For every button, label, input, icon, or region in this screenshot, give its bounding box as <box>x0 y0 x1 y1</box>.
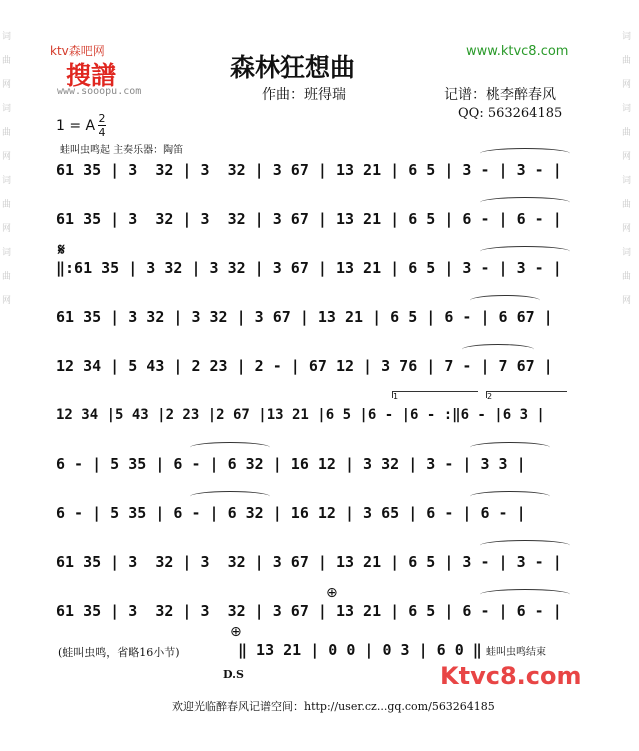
tie-arc <box>480 148 570 159</box>
score-line-4: 61 35 | 3 32 | 3 32 | 3 67 | 13 21 | 6 5 | 6 - | 6 67 | <box>56 308 553 326</box>
score-line-1: 61 35 | 3 32 | 3 32 | 3 67 | 13 21 | 6 5 | 3 - | 3 - | <box>56 161 562 179</box>
time-sig-bottom: 4 <box>98 126 106 139</box>
tie-arc <box>462 344 534 355</box>
skip-instruction: (蛙叫虫鸣，省略16小节) <box>58 646 180 659</box>
logo-url[interactable]: www.sooopu.com <box>57 86 142 97</box>
tie-arc <box>470 491 550 502</box>
side-watermark-left: 词 曲 网 词 曲 网 词 曲 网 词 曲 网 <box>2 32 12 306</box>
score-line-6: 12 34 |5 43 |2 23 |2 67 |13 21 |6 5 |6 - |6 - :‖6 - |6 3 | <box>56 407 545 423</box>
score-line-9: 61 35 | 3 32 | 3 32 | 3 67 | 13 21 | 6 5 | 3 - | 3 - | <box>56 553 562 571</box>
composer-credit: 作曲：班得瑞 <box>262 87 346 103</box>
tie-arc <box>470 295 540 306</box>
tie-arc <box>190 491 270 502</box>
qq-contact: QQ: 563264185 <box>458 106 563 121</box>
score-line-2: 61 35 | 3 32 | 3 32 | 3 67 | 13 21 | 6 5 | 6 - | 6 - | <box>56 210 562 228</box>
volta-bracket-2: 2 <box>486 391 567 398</box>
score-line-10: 61 35 | 3 32 | 3 32 | 3 67 | 13 21 | 6 5 | 6 - | 6 - | <box>56 602 562 620</box>
tie-arc <box>480 246 570 257</box>
tie-arc <box>480 540 570 551</box>
score-line-8: 6 - | 5 35 | 6 - | 6 32 | 16 12 | 3 65 | 6 - | 6 - | <box>56 504 526 522</box>
side-watermark-right: 词 曲 网 词 曲 网 词 曲 网 词 曲 网 <box>622 32 632 306</box>
transcriber-credit: 记谱：桃李醉春风 <box>444 87 556 103</box>
logo-text: 搜譜 <box>66 61 117 90</box>
tie-arc <box>480 589 570 600</box>
tie-arc <box>190 442 270 453</box>
intro-instruction: 蛙叫虫鸣起 主奏乐器：陶笛 <box>60 145 184 156</box>
coda-icon: ⊕ <box>326 585 338 601</box>
key-signature: 1 = A <box>56 118 96 134</box>
score-line-7: 6 - | 5 35 | 6 - | 6 32 | 16 12 | 3 32 | 3 - | 3 3 | <box>56 455 526 473</box>
footer-link[interactable]: 欢迎光临醉春风记谱空间：http://user.cz...gq.com/563264185 <box>172 700 495 713</box>
coda-icon: ⊕ <box>230 624 242 640</box>
tie-arc <box>480 197 570 208</box>
score-line-5: 12 34 | 5 43 | 2 23 | 2 - | 67 12 | 3 76 | 7 - | 7 67 | <box>56 357 553 375</box>
time-signature <box>98 113 106 138</box>
time-sig-top: 2 <box>98 112 106 125</box>
dal-segno-mark: D.S <box>223 668 244 681</box>
volta-bracket-1: 1 <box>392 391 478 398</box>
tie-arc <box>470 442 550 453</box>
coda-line: ‖ 13 21 | 0 0 | 0 3 | 6 0 ‖ <box>238 641 482 659</box>
watermark-logo: Ktvc8.com <box>440 662 582 690</box>
score-line-3: ‖:61 35 | 3 32 | 3 32 | 3 67 | 13 21 | 6 5 | 3 - | 3 - | <box>56 259 562 277</box>
site-url[interactable]: www.ktvc8.com <box>466 44 569 59</box>
brand-watermark-text: ktv森吧网 <box>50 44 105 58</box>
end-instruction: 蛙叫虫鸣结束 <box>486 647 546 658</box>
song-title: 森林狂想曲 <box>230 53 356 82</box>
segno-icon: 𝄋 <box>58 240 65 259</box>
